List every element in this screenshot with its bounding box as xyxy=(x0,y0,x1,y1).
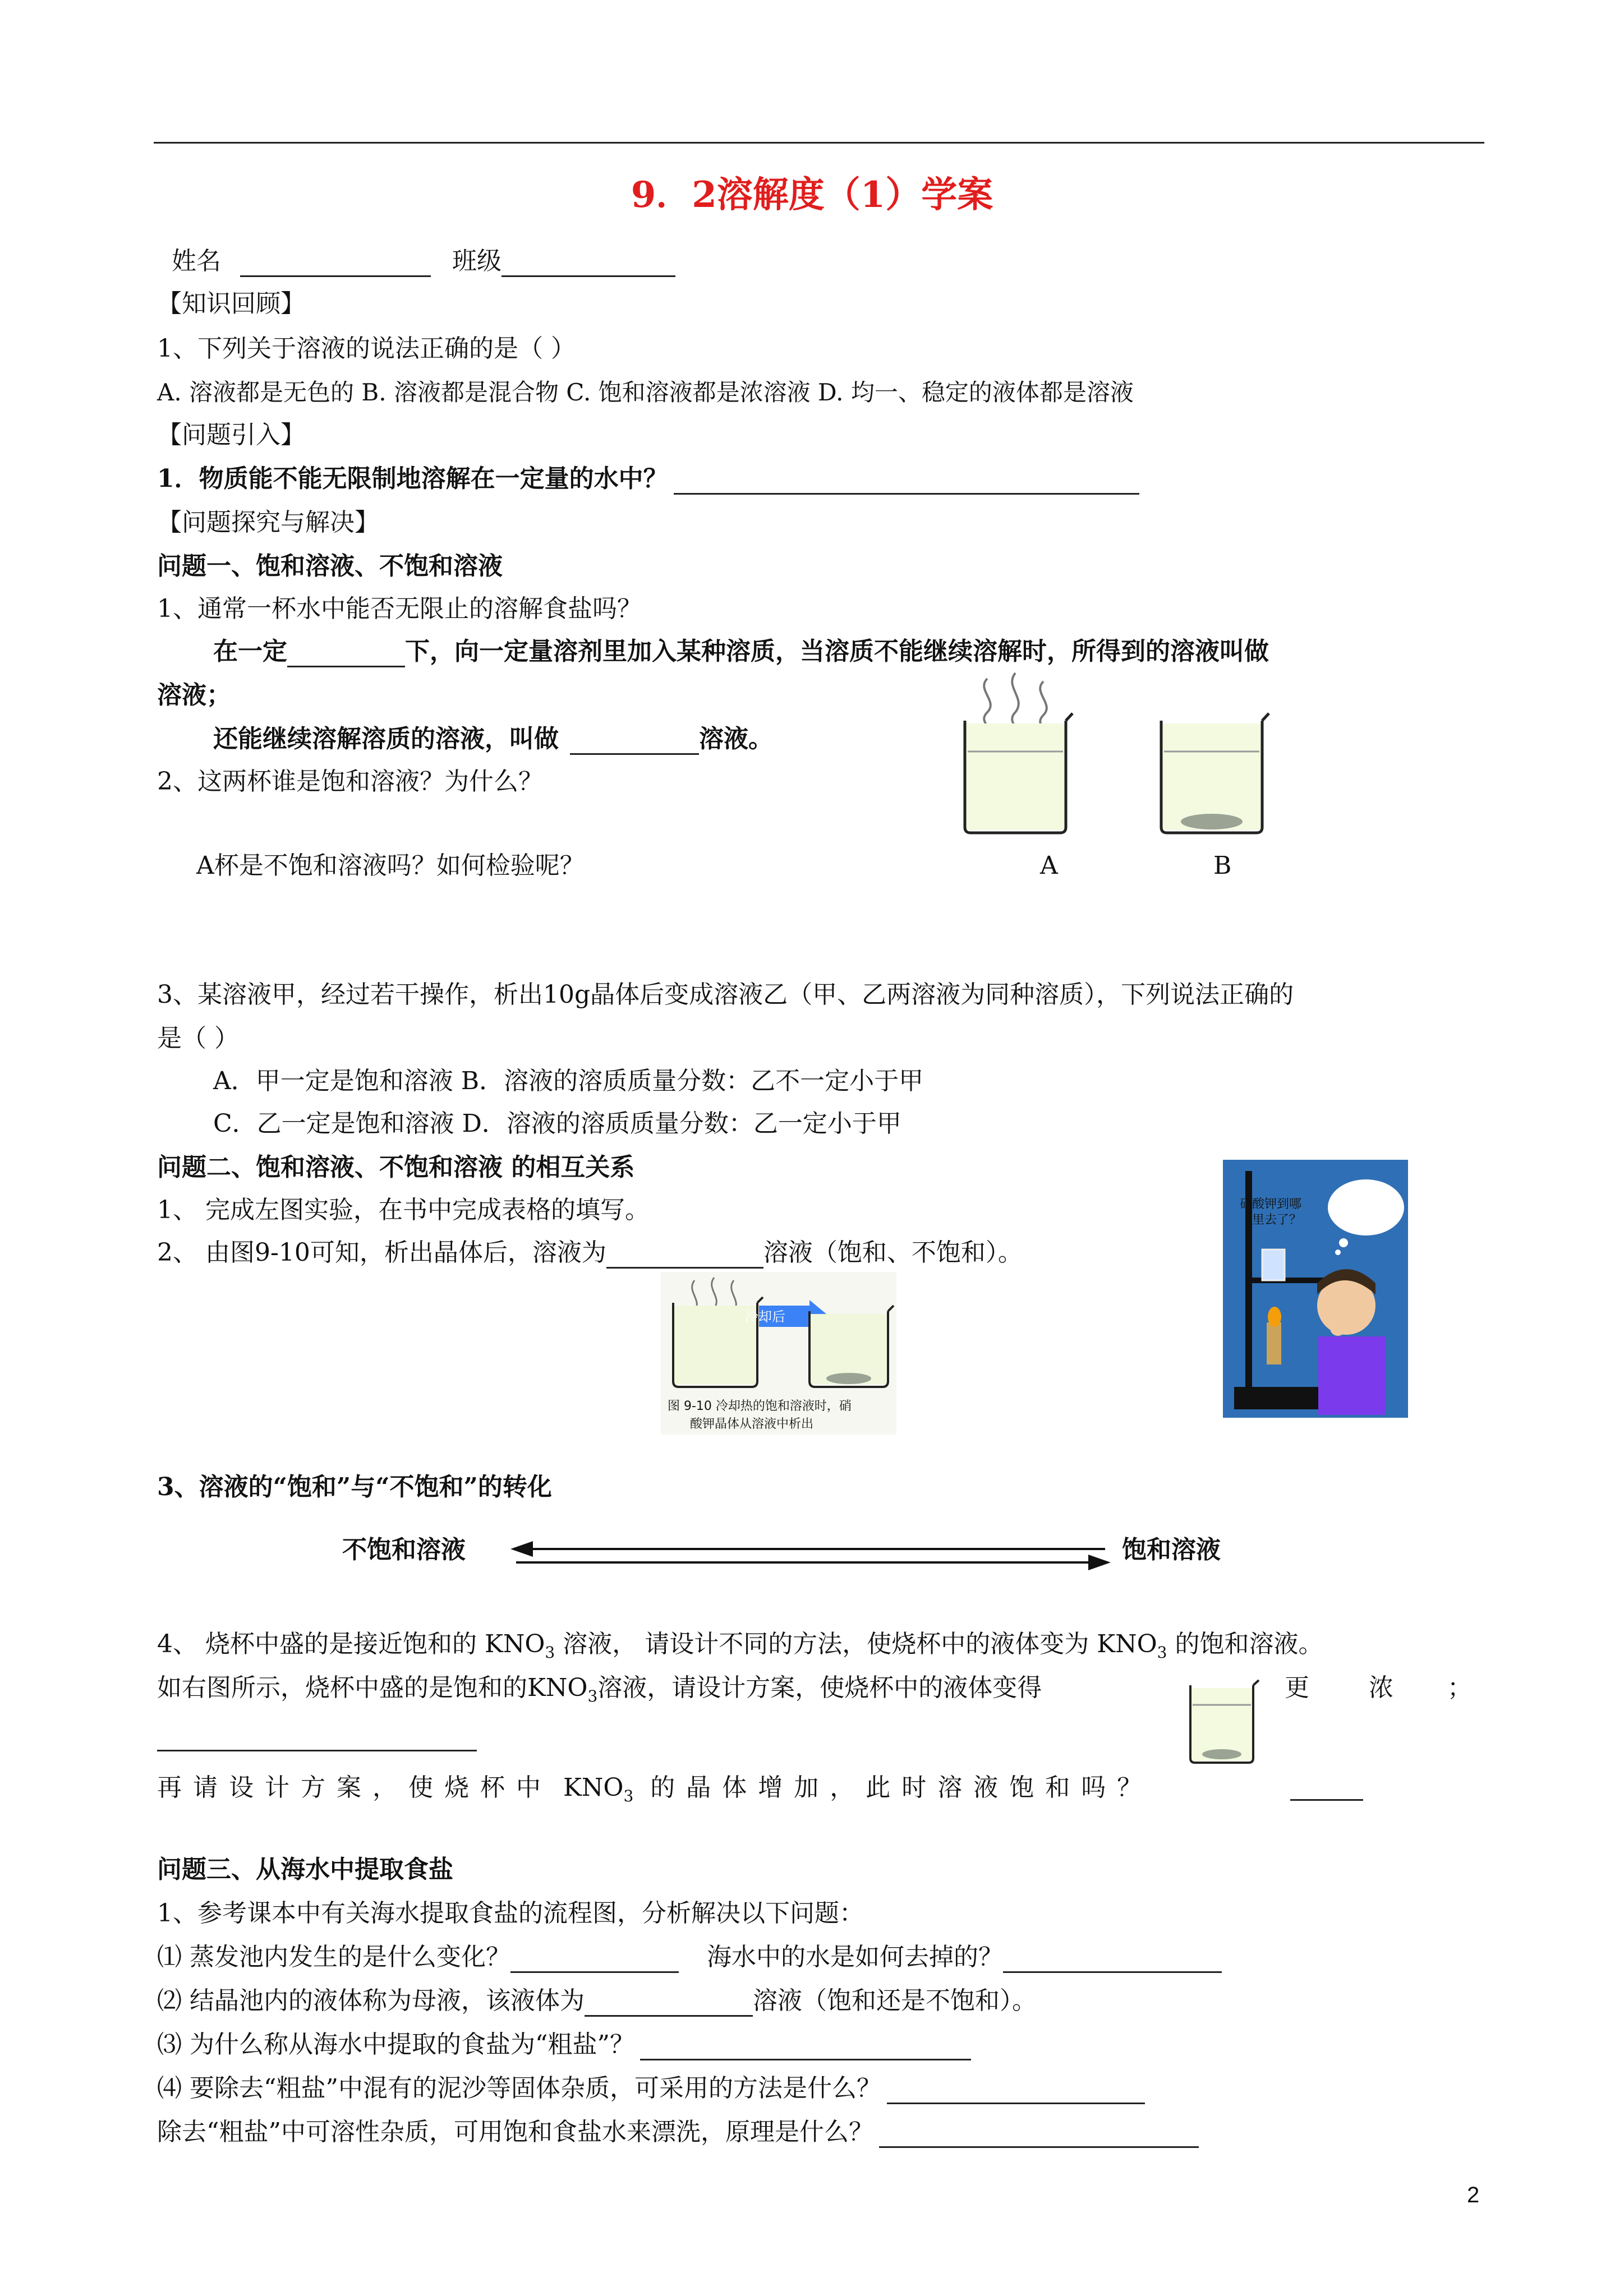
p2-q4-saturated-blank[interactable] xyxy=(1290,1799,1363,1801)
name-blank[interactable] xyxy=(240,251,431,277)
p2-q4-b: 溶液， 请设计不同的方法，使烧杯中的液体变为 KNO xyxy=(555,1630,1157,1658)
beaker-b-label: B xyxy=(1213,851,1232,880)
section-intro: 【问题引入】 xyxy=(157,421,305,449)
name-label: 姓名 xyxy=(172,247,221,275)
p3-s1-blank1[interactable] xyxy=(510,1947,679,1973)
p1-def-blank[interactable] xyxy=(287,641,405,667)
p3-s1-a: ⑴ 蒸发池内发生的是什么变化？ xyxy=(157,1943,510,1971)
p2-q4-semicolon: ； xyxy=(1447,1673,1472,1702)
header-rule xyxy=(154,142,1484,144)
p1-question3b: 是（ ） xyxy=(157,1024,239,1053)
p1-q3-options-ab: A．甲一定是饱和溶液 B．溶液的溶质质量分数：乙不一定小于甲 xyxy=(213,1067,924,1095)
p1-q3-options-cd: C．乙一定是饱和溶液 D．溶液的溶质质量分数：乙一定小于甲 xyxy=(213,1109,901,1138)
beaker-a-image xyxy=(954,667,1077,836)
intro-question: 1．物质能不能无限制地溶解在一定量的水中？ xyxy=(157,464,668,493)
p3-s4: ⑷ 要除去“粗盐”中混有的泥沙等固体杂质，可采用的方法是什么？ xyxy=(157,2074,881,2103)
p2-question3 xyxy=(157,1472,552,1503)
p2-q4-thick: 浓 xyxy=(1369,1673,1393,1702)
p1-question3: 3、某溶液甲，经过若干操作，析出10g晶体后变成溶液乙（甲、乙两溶液为同种溶质），下列说法正确的 xyxy=(157,980,1294,1009)
p2-question4-row xyxy=(157,1629,1323,1668)
fig910-arrow-label: 冷却后 xyxy=(745,1309,785,1325)
p3-sub2-row xyxy=(157,1985,1037,2017)
p3-sub3-row xyxy=(157,2029,971,2060)
fig910-caption-2: 酸钾晶体从溶液中析出 xyxy=(690,1417,814,1431)
sub-3-b: 3 xyxy=(1157,1643,1167,1662)
intro-blank[interactable] xyxy=(674,468,1139,495)
section-review: 【知识回顾】 xyxy=(157,289,305,318)
p2-q4-c: 的饱和溶液。 xyxy=(1167,1630,1323,1658)
problem1-title: 问题一、饱和溶液、不饱和溶液 xyxy=(157,552,503,580)
p2-q4-line2-a: 如右图所示，烧杯中盛的是饱和的KNO xyxy=(157,1673,588,1702)
class-blank[interactable] xyxy=(502,251,675,277)
p1-question1: 1、通常一杯水中能否无限止的溶解食盐吗？ xyxy=(157,594,642,623)
p3-s1-blank2[interactable] xyxy=(1003,1947,1222,1973)
class-label: 班级 xyxy=(452,247,502,275)
review-options: A. 溶液都是无色的 B. 溶液都是混合物 C. 饱和溶液都是浓溶液 D. 均一、稳定的液体都是溶液 xyxy=(157,379,1134,406)
p2-q4-more: 更 xyxy=(1285,1673,1309,1702)
beaker-a-label: A xyxy=(1040,851,1058,880)
p3-question1: 1、参考课本中有关海水提取食盐的流程图，分析解决以下问题： xyxy=(157,1899,864,1928)
unsaturated-label: 不饱和溶液 xyxy=(342,1536,466,1564)
p2-q4-line2-b: 溶液，请设计方案，使烧杯中的液体变得 xyxy=(597,1673,1042,1702)
p2-question2-row xyxy=(157,1237,1023,1269)
p3-s5-blank[interactable] xyxy=(879,2122,1199,2148)
fig910-caption-1: 图 9-10 冷却热的饱和溶液时，硝 xyxy=(668,1399,852,1413)
page-title: 9．2溶解度（1）学案 xyxy=(631,174,993,216)
p3-s1-b: 海水中的水是如何去掉的？ xyxy=(707,1943,1003,1971)
p1-def2-b: 溶液。 xyxy=(699,725,773,753)
p1-definition-row xyxy=(213,636,1269,667)
intro-question-row xyxy=(157,463,1139,495)
problem2-title: 问题二、饱和溶液、不饱和溶液 的相互关系 xyxy=(157,1153,635,1182)
p1-question2: 2、这两杯谁是饱和溶液？为什么？ xyxy=(157,767,543,796)
p1-question2-sub: A杯是不饱和溶液吗？如何检验呢？ xyxy=(196,851,585,880)
p2-question1: 1、 完成左图实验，在书中完成表格的填写。 xyxy=(157,1196,650,1224)
p2-q4-answer-blank[interactable] xyxy=(157,1750,477,1751)
p2-q4-line3-a: 再请设计方案，使烧杯中 xyxy=(157,1773,552,1802)
p1-definition2-row xyxy=(213,723,773,755)
p3-s2-a: ⑵ 结晶池内的液体称为母液，该液体为 xyxy=(157,1986,585,2015)
p3-s4-blank[interactable] xyxy=(887,2078,1145,2104)
sub-3-a: 3 xyxy=(545,1643,555,1662)
name-class-row xyxy=(172,246,675,277)
p3-s3: ⑶ 为什么称从海水中提取的食盐为“粗盐”？ xyxy=(157,2030,634,2059)
bubble-text-2: 里去了？ xyxy=(1252,1213,1302,1227)
page-number: 2 xyxy=(1467,2183,1480,2207)
beaker-b-image xyxy=(1150,667,1273,836)
small-beaker-image xyxy=(1180,1660,1264,1767)
p1-def-a: 在一定 xyxy=(213,637,287,666)
p3-s2-blank[interactable] xyxy=(585,1990,753,2017)
bubble-text-1: 硝酸钾到哪 xyxy=(1240,1197,1302,1211)
p2-q4-a: 4、 烧杯中盛的是接近饱和的 KNO xyxy=(157,1630,545,1658)
p1-def-b: 下，向一定量溶剂里加入某种溶质，当溶质不能继续溶解时，所得到的溶液叫做 xyxy=(405,637,1269,666)
p1-def-c: 溶液； xyxy=(157,681,231,709)
p3-s5: 除去“粗盐”中可溶性杂质，可用饱和食盐水来漂洗，原理是什么？ xyxy=(157,2118,873,2146)
conversion-arrows xyxy=(510,1538,1111,1571)
p2-question4-line2 xyxy=(157,1672,1042,1712)
p2-q2-b: 溶液（饱和、不饱和）。 xyxy=(763,1238,1023,1267)
section-explore: 【问题探究与解决】 xyxy=(157,508,379,537)
sub-3-c: 3 xyxy=(587,1686,598,1705)
sub-3-d: 3 xyxy=(623,1786,634,1805)
p2-question4-line3 xyxy=(157,1772,1153,1812)
p2-q2-a: 2、 由图9-10可知，析出晶体后，溶液为 xyxy=(157,1238,606,1267)
p3-sub5-row xyxy=(157,2117,1199,2148)
p3-sub4-row xyxy=(157,2073,1145,2104)
p3-s2-b: 溶液（饱和还是不饱和）。 xyxy=(753,1986,1037,2015)
p1-def2-a: 还能继续溶解溶质的溶液，叫做 xyxy=(213,725,559,753)
p2-q3-text: 3、溶液的“饱和”与“不饱和”的转化 xyxy=(157,1473,552,1501)
p3-s3-blank[interactable] xyxy=(640,2034,971,2060)
review-question: 1、下列关于溶液的说法正确的是（ ） xyxy=(157,334,576,363)
p3-sub1-row xyxy=(157,1942,1222,1973)
problem3-title: 问题三、从海水中提取食盐 xyxy=(157,1855,453,1884)
p2-q2-blank[interactable] xyxy=(606,1242,763,1269)
saturated-label: 饱和溶液 xyxy=(1122,1536,1221,1564)
p1-def2-blank[interactable] xyxy=(570,729,699,755)
p2-q4-line3-kno: KNO xyxy=(563,1773,624,1802)
p2-q4-line3-c: 的晶体增加，此时溶液饱和吗？ xyxy=(650,1773,1153,1802)
